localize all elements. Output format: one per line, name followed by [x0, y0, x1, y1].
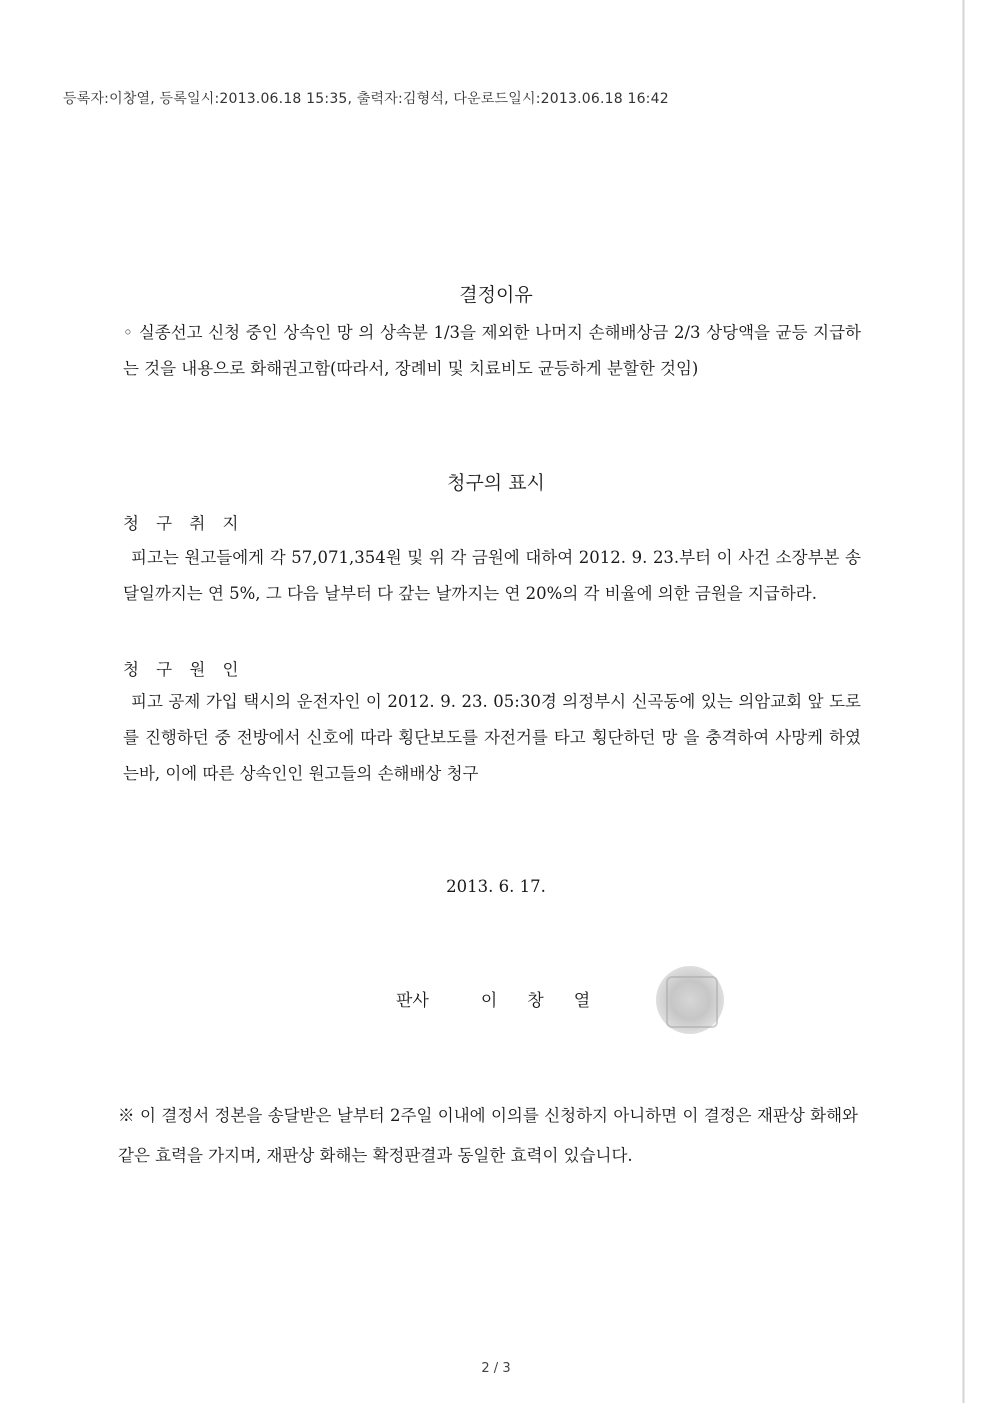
decision-date: 2013. 6. 17. — [446, 877, 546, 896]
reason-heading: 결정이유 — [459, 284, 533, 306]
page-edge-shadow — [962, 0, 965, 1403]
claim-heading: 청구의 표시 — [447, 472, 545, 494]
claim-purpose-paragraph: 피고는 원고들에게 각 57,071,354원 및 위 각 금원에 대하여 2012. 9. 23.부터 이 사건 소장부본 송달일까지는 연 5%, 그 다음 날부터 다 갚는 날까지는 연 20%의 각 비율에 의한 금원을 지급하라. — [123, 548, 861, 603]
claim-cause-label: 청 구 원 인 — [123, 660, 245, 679]
reason-paragraph: ◦ 실종선고 신청 중인 상속인 망 의 상속분 1/3을 제외한 나머지 손해배상금 2/3 상당액을 균등 지급하는 것을 내용으로 화해권고함(따라서, 장례비 및 치료비도 균등하게 분할한 것임) — [123, 323, 861, 378]
page-number: 2 / 3 — [481, 1361, 511, 1376]
judge-role: 판사 — [396, 991, 429, 1011]
judge-seal-stamp — [656, 966, 724, 1034]
document-meta-line: 등록자:이창열, 등록일시:2013.06.18 15:35, 출력자:김형석, 다운로드일시:2013.06.18 16:42 — [63, 91, 669, 107]
judge-name: 이창열 — [480, 991, 621, 1011]
seal-inner-mark — [666, 976, 718, 1028]
claim-cause-paragraph: 피고 공제 가입 택시의 운전자인 이 2012. 9. 23. 05:30경 의정부시 신곡동에 있는 의암교회 앞 도로를 진행하던 중 전방에서 신호에 따라 횡단보도를 자전거를 타고 횡단하던 망 을 충격하여 사망케 하였는바, 이에 따른 상속인인 원고들의 손해배상 청구 — [123, 692, 861, 783]
legal-notice: ※ 이 결정서 정본을 송달받은 날부터 2주일 이내에 이의를 신청하지 아니하면 이 결정은 재판상 화해와 같은 효력을 가지며, 재판상 화해는 확정판결과 동일한 효력이 있습니다. — [118, 1106, 858, 1165]
judge-signature-line — [396, 986, 620, 1011]
claim-purpose-label: 청 구 취 지 — [123, 514, 245, 533]
